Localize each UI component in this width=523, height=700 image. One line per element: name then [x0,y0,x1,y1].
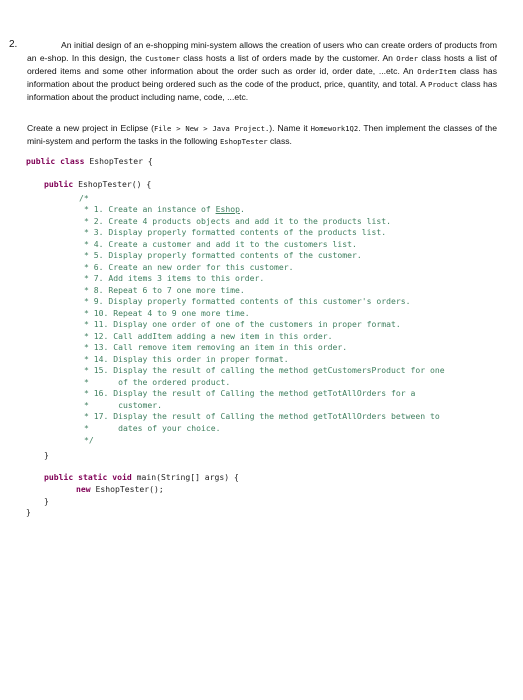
text-segment: ). Name it [269,123,311,133]
project-name: Homework1Q2 [310,124,359,133]
text-segment: class has information about the product including name, code, ...etc. [27,79,498,102]
comment-line: * 15. Display the result of calling the method getCustomersProduct for one [84,365,445,375]
main-signature: main(String[] args) { [131,472,239,482]
comment-line: * 1. Create an instance of Eshop. [84,204,245,214]
comment-open: /* [79,193,89,203]
comment-line: * 13. Call remove item removing an item in this order. [84,342,348,352]
comment-line: * 6. Create an new order for this customer. [84,261,294,272]
tester-class-name: EshopTester [219,137,268,146]
main-close-brace: } [44,496,49,506]
menu-path: File > New > Java Project. [154,124,270,133]
class-declaration [26,156,153,166]
comment-close: */ [84,435,94,445]
comment-line: * 10. Repeat 4 to 9 one more time. [84,307,250,318]
comment-line: * 3. Display properly formatted contents of the products list. [84,227,387,237]
constructor-call: EshopTester(); [90,484,164,494]
order-class-name: Order [396,54,418,63]
design-description-paragraph [27,39,497,104]
comment-line: * 5. Display properly formatted contents of the customer. [84,250,362,260]
new-instance-statement [76,484,164,494]
comment-line: * 11. Display one order of one of the customers in proper format. [84,319,401,329]
comment-line: * 16. Display the result of Calling the method getTotAllOrders for a [84,388,416,398]
text-segment: class has information about the product being ordered such as the code of the product, price, quantity, and total. A [27,66,497,89]
text-segment: class hosts a list of orders made by the customer. An [179,53,397,63]
keyword: public [44,179,74,189]
comment-line: * 14. Display this order in proper format. [84,353,289,364]
question-number: 2. [9,39,18,50]
comment-line: * 8. Repeat 6 to 7 one more time. [84,284,245,295]
product-class-name: Product [428,80,459,89]
comment-line: * 9. Display properly formatted contents of this customer's orders. [84,296,411,306]
constructor-name: EshopTester() { [73,179,152,189]
text-segment: An initial design of an e-shopping mini-system allows the creation of users who can create orders of products from an e-shop. In this design, the [27,40,497,63]
class-close-brace: } [26,507,31,517]
constructor-close-brace: } [44,450,49,460]
constructor-declaration [44,179,151,189]
comment-line: * 17. Display the result of Calling the method getTotAllOrders between to [84,411,440,421]
text-segment: . Then implement the classes of the mini-system and perform the tasks in the following [27,123,497,146]
text-segment: class hosts a list of ordered items and some other information about the order such as order id, order date, ...etc. An [27,53,497,76]
comment-line: * dates of your choice. [84,422,221,433]
comment-line: * of the ordered product. [84,376,231,387]
orderitem-class-name: OrderItem [417,67,457,76]
keyword: public class [26,156,85,166]
customer-class-name: Customer [145,54,180,63]
comment-line: * 4. Create a customer and add it to the customers list. [84,238,357,249]
task-instructions-paragraph [27,122,497,148]
main-method-declaration [44,472,239,482]
comment-line: * customer. [84,399,162,410]
text-segment: Create a new project in Eclipse ( [27,123,155,133]
text-segment: class. [267,136,292,146]
comment-line: * 12. Call addItem adding a new item in this order. [84,330,333,341]
keyword: public static void [44,472,132,482]
comment-line: * 7. Add items 3 items to this order. [84,273,265,283]
eshop-link: Eshop [215,204,240,214]
comment-line: * 2. Create 4 products objects and add it to the products list. [84,215,391,226]
keyword: new [76,484,91,494]
class-name: EshopTester { [84,156,153,166]
